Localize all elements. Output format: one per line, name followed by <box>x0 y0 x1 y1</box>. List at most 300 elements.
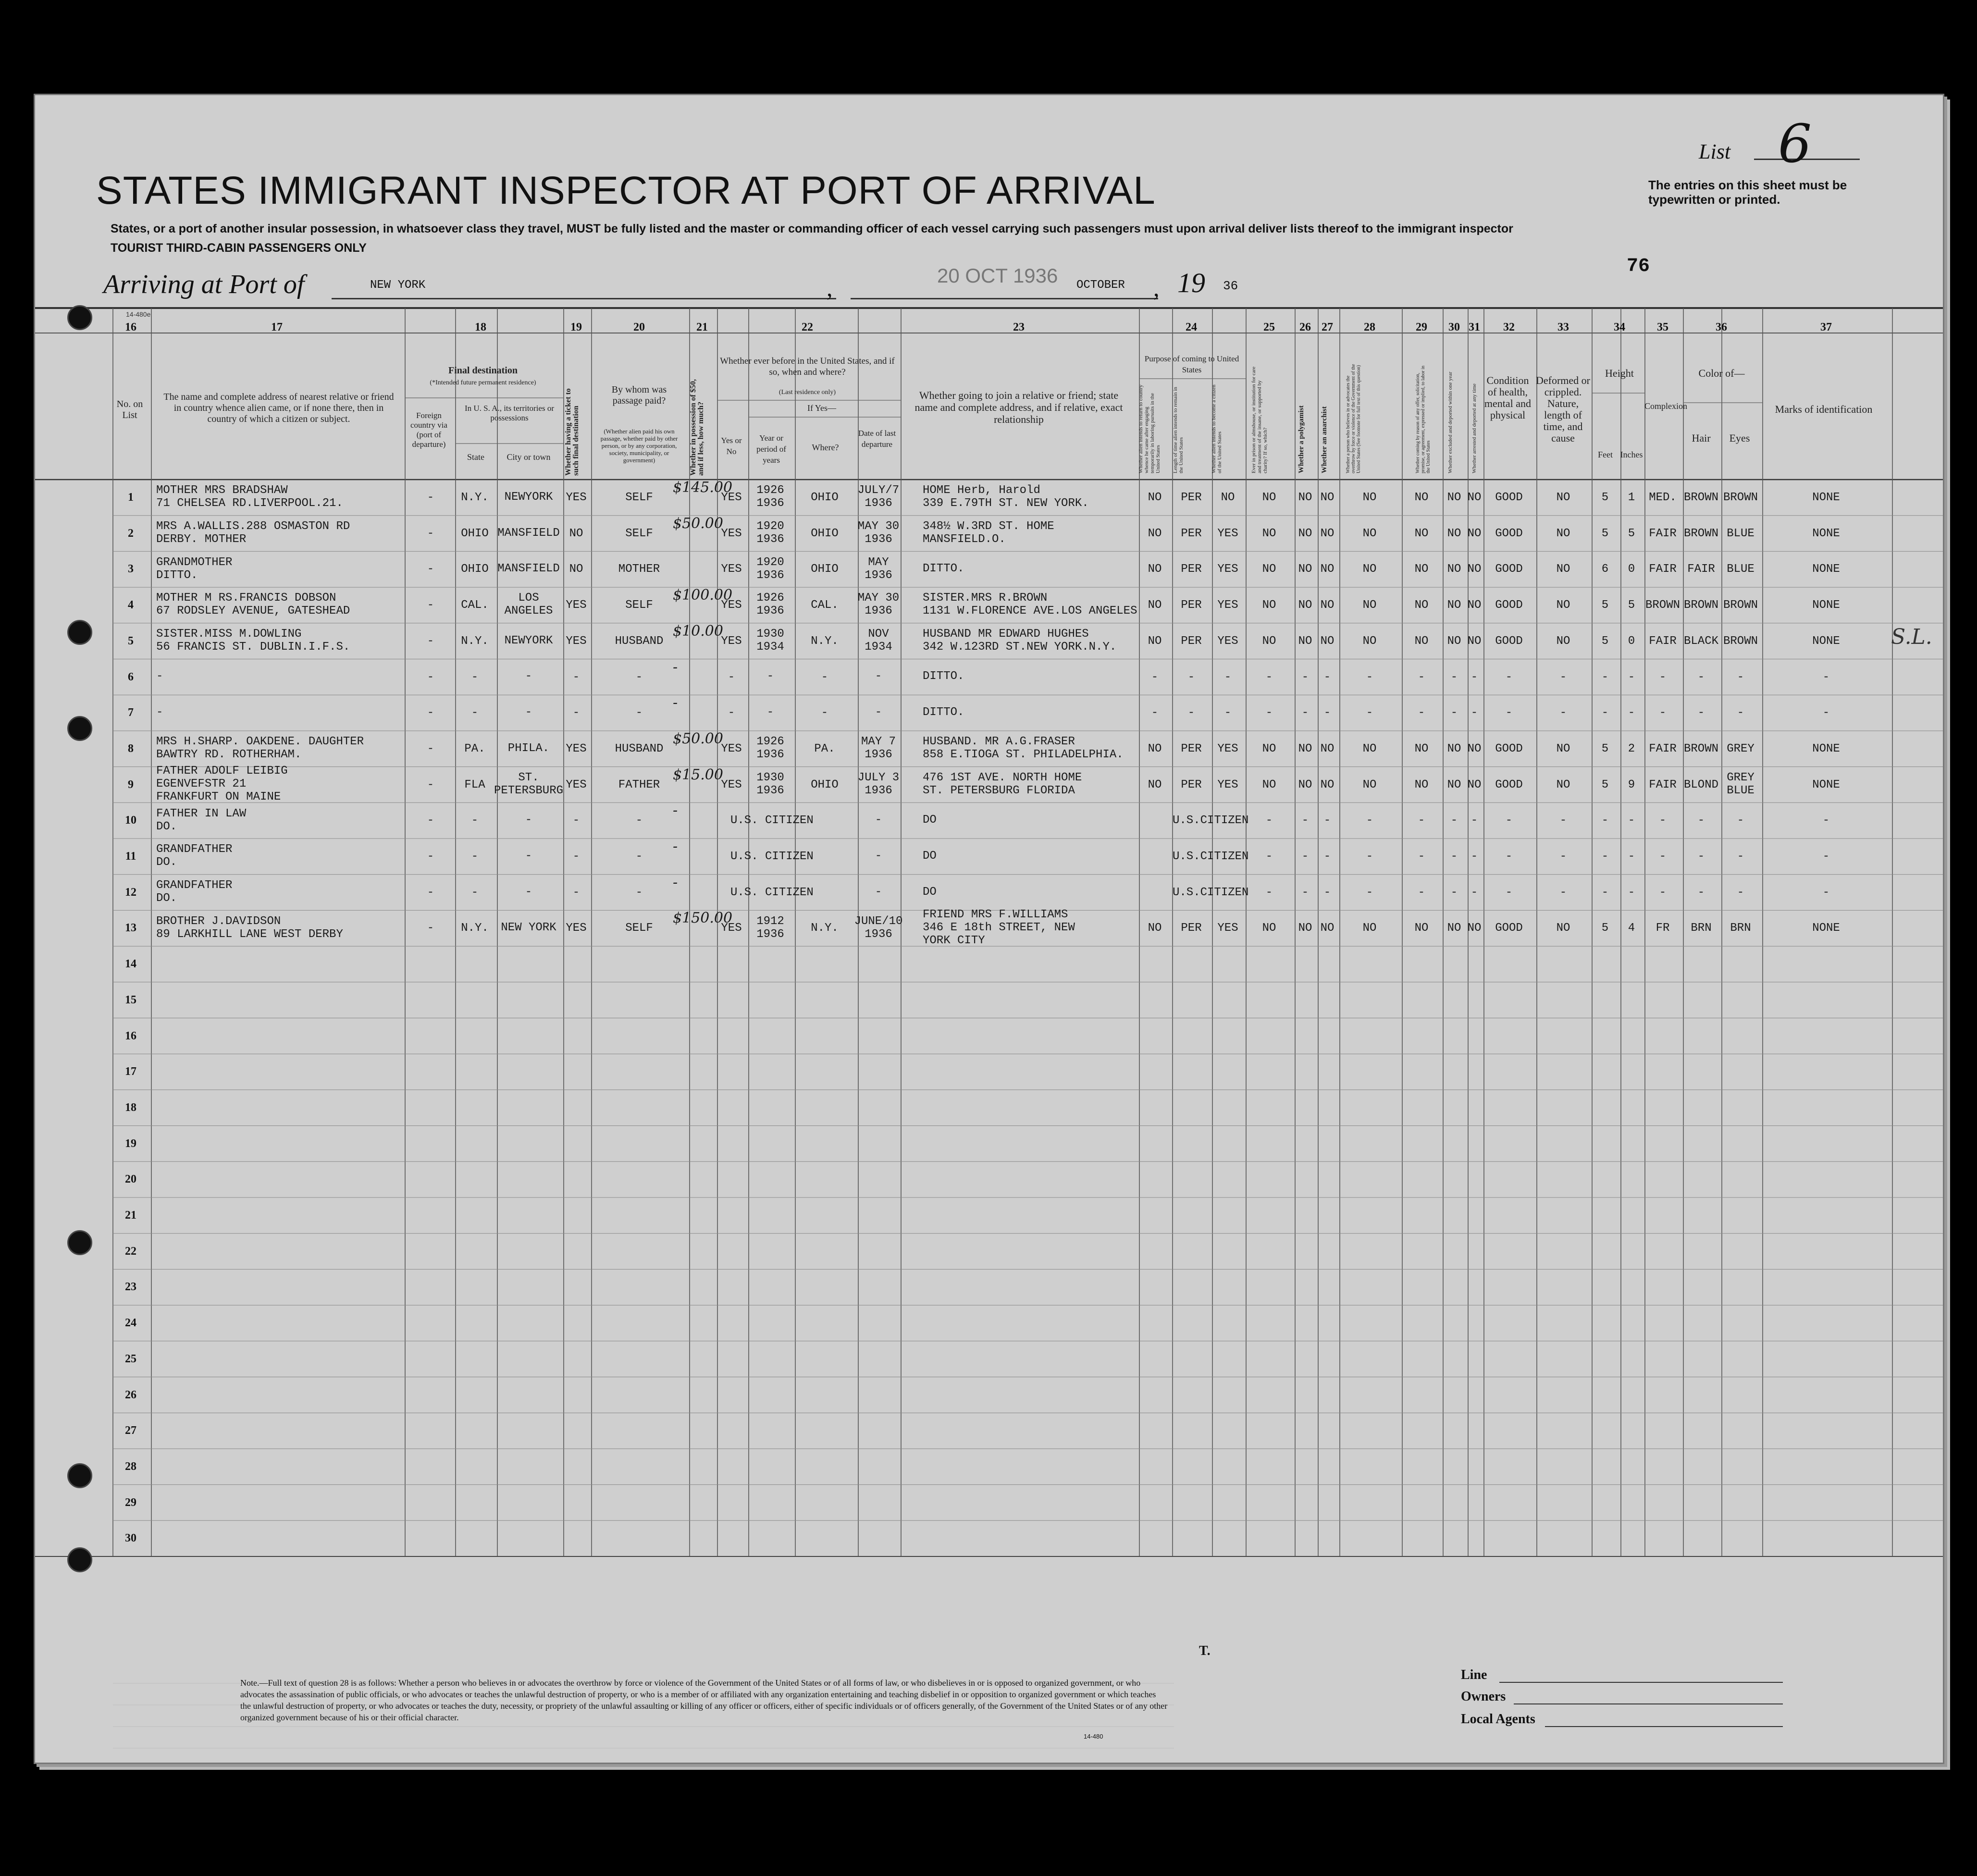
last-departure: - <box>875 706 882 719</box>
joining-relative: 342 W.123RD ST.NEW YORK.N.Y. <box>923 641 1117 654</box>
year-suffix: 36 <box>1223 279 1238 293</box>
margin-note: S.L. <box>1891 625 1932 649</box>
row-number: 17 <box>125 1065 136 1078</box>
row-number: 2 <box>128 527 134 540</box>
identification-marks: NONE <box>1812 778 1840 791</box>
joining-relative: 346 E 18th STREET, NEW <box>923 921 1075 935</box>
header-anarchist: Whether an anarchist <box>1321 406 1328 473</box>
destination-state: - <box>471 706 479 720</box>
last-departure: JULY 3 <box>857 771 900 784</box>
last-departure: JUNE/10 <box>854 914 903 928</box>
deformed: - <box>1559 850 1567 864</box>
destination-state: N.Y. <box>461 491 489 505</box>
header-color-of: Color of— <box>1698 367 1745 379</box>
destination-state: - <box>471 670 479 684</box>
health: - <box>1505 706 1513 720</box>
money-amount: $145.00 <box>673 479 733 496</box>
destination-state: OHIO <box>461 563 489 576</box>
port-value: NEW YORK <box>370 279 426 292</box>
return-intent: - <box>1151 670 1159 684</box>
row-number: 23 <box>125 1281 136 1294</box>
destination-city: - <box>525 706 532 719</box>
return-intent: - <box>1151 706 1159 720</box>
column-number: 27 <box>1322 321 1333 333</box>
foreign-country: - <box>427 599 434 612</box>
header-deported: Whether arrested and deported at any time <box>1471 383 1477 473</box>
deported: NO <box>1467 742 1482 755</box>
joining-relative: 858 E.TIOGA ST. PHILADELPHIA. <box>923 748 1124 762</box>
height-feet: 5 <box>1601 634 1609 648</box>
destination-city: LOS <box>518 592 539 605</box>
return-intent: NO <box>1148 563 1162 576</box>
header-overthrow: Whether a person who believes in or advocates the overthrow by force or violence of the Government of the United States (See footnote for full text of this question) <box>1346 364 1361 473</box>
row-number: 14 <box>125 958 136 971</box>
relative-address: FATHER ADOLF LEIBIG <box>156 765 288 778</box>
header-health: Condition of health, mental and physical <box>1484 374 1532 421</box>
column-number: 23 <box>1013 321 1025 333</box>
relative-address: EGENVEFSTR 21 <box>156 778 247 791</box>
eye-color: BLUE <box>1727 527 1755 540</box>
relative-address: - <box>156 670 163 683</box>
relative-address: GRANDMOTHER <box>156 555 233 569</box>
destination-city: NEWYORK <box>504 634 553 647</box>
money-amount: $150.00 <box>673 910 733 927</box>
list-number: 6 <box>1778 113 1812 174</box>
row-number: 24 <box>125 1317 136 1330</box>
eye-color: BROWN <box>1723 599 1758 612</box>
passage-paid-by: - <box>635 814 643 827</box>
relative-address: SISTER.MISS M.DOWLING <box>156 628 302 641</box>
polygamist: NO <box>1298 634 1312 648</box>
identification-marks: NONE <box>1812 922 1840 935</box>
citizen-status: U.S. CITIZEN <box>730 886 814 899</box>
labor-offer: NO <box>1414 527 1429 540</box>
relative-address: 89 LARKHILL LANE WEST DERBY <box>156 927 343 941</box>
eye-color: - <box>1737 850 1744 864</box>
last-departure: NOV <box>868 628 889 641</box>
row-number: 9 <box>128 778 134 791</box>
header-feet: Feet <box>1598 450 1613 459</box>
row-number: 1 <box>128 491 134 504</box>
column-number: 29 <box>1416 321 1427 333</box>
health: GOOD <box>1495 563 1523 576</box>
relative-address: DO. <box>156 856 177 869</box>
overthrow: NO <box>1362 778 1377 791</box>
column-number: 22 <box>802 321 813 333</box>
polygamist: - <box>1301 850 1309 864</box>
money-amount: $15.00 <box>673 766 723 783</box>
deported: - <box>1470 886 1478 899</box>
excluded: NO <box>1447 527 1461 540</box>
header-join-relative: Whether going to join a relative or friend; state name and complete address, and if relative, exact relationship <box>914 389 1123 425</box>
height-inches: - <box>1628 706 1635 720</box>
years-in-us: 1912 <box>756 914 784 928</box>
return-intent: NO <box>1148 599 1162 612</box>
row-number: 4 <box>128 599 134 612</box>
height-inches: - <box>1628 814 1635 827</box>
height-feet: 5 <box>1601 922 1609 935</box>
complexion: FAIR <box>1649 742 1677 755</box>
years-in-us: 1934 <box>756 641 784 654</box>
header-purpose: Purpose of coming to United States <box>1144 354 1239 374</box>
anarchist: - <box>1323 850 1331 864</box>
eye-color: GREY <box>1727 742 1755 755</box>
header-inches: Inches <box>1620 450 1643 459</box>
column-number: 35 <box>1657 321 1668 333</box>
previous-residence: N.Y. <box>811 922 839 935</box>
eye-color: BRN <box>1730 922 1751 935</box>
row-number: 16 <box>125 1029 136 1042</box>
last-departure: 1936 <box>865 748 892 762</box>
row-number: 30 <box>125 1532 136 1545</box>
header-last-departure: Date of last departure <box>858 429 896 449</box>
polygamist: NO <box>1298 491 1312 505</box>
t-mark: T. <box>1199 1643 1211 1658</box>
complexion: FAIR <box>1649 563 1677 576</box>
been-before: YES <box>721 634 742 648</box>
overthrow: NO <box>1362 599 1377 612</box>
row-number: 20 <box>125 1173 136 1186</box>
complexion: FAIR <box>1649 778 1677 791</box>
eye-color: BLUE <box>1727 563 1755 576</box>
class-line: TOURIST THIRD-CABIN PASSENGERS ONLY <box>111 241 367 255</box>
years-in-us: 1920 <box>756 520 784 533</box>
citizen-status: U.S.CITIZEN <box>1173 886 1249 899</box>
health: GOOD <box>1495 634 1523 648</box>
column-number: 20 <box>633 321 645 333</box>
column-number: 28 <box>1364 321 1375 333</box>
last-departure: MAY 30 <box>857 520 900 533</box>
money-amount: $100.00 <box>673 587 733 604</box>
overthrow: - <box>1366 814 1373 827</box>
destination-city: NEWYORK <box>504 490 553 504</box>
deported: NO <box>1467 491 1482 505</box>
money-amount: - <box>673 874 678 891</box>
deported: - <box>1470 670 1478 684</box>
hair-color: BROWN <box>1683 527 1719 540</box>
arriving-label: Arriving at Port of <box>103 270 305 299</box>
health: - <box>1505 814 1513 827</box>
joining-relative: MANSFIELD.O. <box>923 533 1006 546</box>
citizen-intent: YES <box>1217 634 1238 648</box>
header-eyes: Eyes <box>1729 432 1750 444</box>
hair-color: BRN <box>1691 922 1712 935</box>
page-subtitle: States, or a port of another insular possession, in whatsoever class they travel, MUST be fully listed and the master or commanding officer of each vessel carrying such passengers must upon arrival deliver lists thereof to the immigrant inspector <box>111 222 1513 235</box>
hair-color: - <box>1697 814 1705 827</box>
excluded: NO <box>1447 778 1461 791</box>
previous-residence: N.Y. <box>811 634 839 648</box>
column-number: 31 <box>1469 321 1480 333</box>
joining-relative: DO <box>923 849 937 863</box>
owners-rule <box>1514 1703 1783 1704</box>
height-inches: 9 <box>1628 778 1635 791</box>
identification-marks: - <box>1822 886 1830 899</box>
labor-offer: - <box>1418 706 1425 720</box>
been-before: YES <box>721 922 742 935</box>
relative-address: 56 FRANCIS ST. DUBLIN.I.F.S. <box>156 641 350 654</box>
owners-label: Owners <box>1461 1689 1506 1704</box>
relative-address: DITTO. <box>156 568 198 582</box>
deformed: NO <box>1556 922 1570 935</box>
years-in-us: - <box>766 670 774 683</box>
deported: - <box>1470 706 1478 720</box>
column-number: 17 <box>271 321 283 333</box>
last-departure: MAY 30 <box>857 592 900 605</box>
polygamist: - <box>1301 706 1309 720</box>
height-inches: 1 <box>1628 491 1635 505</box>
punch-hole <box>67 1547 92 1572</box>
destination-city: NEW YORK <box>501 921 556 935</box>
column-number: 19 <box>570 321 582 333</box>
labor-offer: NO <box>1414 778 1429 791</box>
identification-marks: - <box>1822 706 1830 720</box>
relative-address: GRANDFATHER <box>156 879 233 892</box>
last-departure: 1936 <box>865 927 892 941</box>
been-before: YES <box>721 527 742 540</box>
excluded: NO <box>1447 599 1461 612</box>
destination-state: N.Y. <box>461 634 489 648</box>
row-number: 7 <box>128 706 134 719</box>
citizen-intent: NO <box>1221 491 1235 505</box>
years-in-us: 1920 <box>756 555 784 569</box>
years-in-us: 1926 <box>756 735 784 749</box>
prison-status: - <box>1265 814 1273 827</box>
passage-paid-by: SELF <box>625 491 653 505</box>
prison-status: NO <box>1262 634 1276 648</box>
relative-address: MRS H.SHARP. OAKDENE. DAUGHTER <box>156 735 364 749</box>
ticket-status: YES <box>566 634 587 648</box>
last-departure: MAY <box>868 555 889 569</box>
row-number: 26 <box>125 1388 136 1401</box>
previous-residence: CAL. <box>811 599 839 612</box>
excluded: NO <box>1447 634 1461 648</box>
last-departure: - <box>875 849 882 863</box>
header-no-on-list: No. on List <box>116 399 143 420</box>
anarchist: - <box>1323 886 1331 899</box>
citizen-status: U.S. CITIZEN <box>730 814 814 827</box>
joining-relative: DO <box>923 814 937 827</box>
row-number: 10 <box>125 814 136 827</box>
anarchist: NO <box>1320 922 1334 935</box>
relative-address: DERBY. MOTHER <box>156 533 247 546</box>
row-number: 8 <box>128 742 134 755</box>
last-departure: 1936 <box>865 784 892 797</box>
complexion: - <box>1659 850 1667 864</box>
relative-address: MOTHER MRS BRADSHAW <box>156 484 288 497</box>
previous-residence: OHIO <box>811 563 839 576</box>
last-departure: - <box>875 885 882 899</box>
polygamist: NO <box>1298 527 1312 540</box>
been-before: - <box>728 670 735 684</box>
deported: NO <box>1467 922 1482 935</box>
joining-relative: HOME Herb, Harold <box>923 484 1040 497</box>
last-departure: 1936 <box>865 497 892 510</box>
height-inches: 5 <box>1628 599 1635 612</box>
joining-relative: ST. PETERSBURG FLORIDA <box>923 784 1075 797</box>
foreign-country: - <box>427 634 434 648</box>
been-before: YES <box>721 563 742 576</box>
joining-relative: DO <box>923 885 937 899</box>
health: GOOD <box>1495 527 1523 540</box>
destination-city: - <box>525 849 532 863</box>
polygamist: NO <box>1298 742 1312 755</box>
column-number: 26 <box>1299 321 1311 333</box>
prison-status: - <box>1265 706 1273 720</box>
punch-hole <box>67 620 92 645</box>
foreign-country: - <box>427 706 434 720</box>
labor-offer: NO <box>1414 491 1429 505</box>
column-number: 25 <box>1263 321 1275 333</box>
destination-state: - <box>471 850 479 864</box>
complexion: - <box>1659 706 1667 720</box>
return-intent: NO <box>1148 778 1162 791</box>
overthrow: NO <box>1362 527 1377 540</box>
overthrow: NO <box>1362 922 1377 935</box>
header-final-destination-note: (*Intended future permanent residence) <box>430 379 536 386</box>
polygamist: NO <box>1298 599 1312 612</box>
joining-relative: HUSBAND MR EDWARD HUGHES <box>923 628 1089 641</box>
height-feet: - <box>1601 706 1609 720</box>
citizen-intent: - <box>1224 706 1232 720</box>
last-departure: - <box>875 670 882 683</box>
polygamist: NO <box>1298 778 1312 791</box>
years-in-us: 1936 <box>756 497 784 510</box>
height-feet: 5 <box>1601 778 1609 791</box>
overthrow: NO <box>1362 491 1377 505</box>
header-passage-note: (Whether alien paid his own passage, whether paid by other person, or by any corporation, society, municipality, or government) <box>600 428 678 464</box>
comma-2: , <box>1153 274 1160 301</box>
length-of-stay: PER <box>1181 922 1202 935</box>
complexion: FAIR <box>1649 634 1677 648</box>
passage-paid-by: SELF <box>625 599 653 612</box>
joining-relative: DITTO. <box>923 670 964 683</box>
form-number: 14-480e <box>126 310 151 318</box>
eye-color: - <box>1737 706 1744 720</box>
passage-paid-by: - <box>635 886 643 899</box>
relative-address: 67 RODSLEY AVENUE, GATESHEAD <box>156 605 350 618</box>
row-number: 27 <box>125 1424 136 1437</box>
identification-marks: NONE <box>1812 491 1840 505</box>
header-last-residence: (Last residence only) <box>778 389 836 396</box>
last-departure: MAY 7 <box>861 735 896 749</box>
destination-state: FLA <box>464 778 485 791</box>
comma-1: , <box>827 274 833 301</box>
header-city: City or town <box>507 452 551 462</box>
prison-status: NO <box>1262 922 1276 935</box>
relative-address: FATHER IN LAW <box>156 807 247 820</box>
overthrow: NO <box>1362 742 1377 755</box>
height-feet: - <box>1601 814 1609 827</box>
prison-status: NO <box>1262 778 1276 791</box>
hair-color: BLACK <box>1683 634 1719 648</box>
footer-note: Note.—Full text of question 28 is as follows: Whether a person who believes in or advocates the overthrow by force or violence of the Government of the United States or of all forms of law, or who disbelieves in or is opposed to organized government, or who advocates the assassination of public officials, or who advocates or teaches the unlawful destruction of property, or who is a member of or affiliated with any organization entertaining and teaching disbelief in or opposition to organized government or which teaches the unlawful destruction of property, or who advocates or teaches the duty, necessity, or propriety of the unlawful assaulting or killing of any officer or officers, either of specific individuals or of officers generally, of the Government of the United States or of any other organized government because of his or their official character. <box>240 1678 1168 1722</box>
foreign-country: - <box>427 778 434 791</box>
return-intent: NO <box>1148 491 1162 505</box>
last-departure: - <box>875 814 882 827</box>
money-amount: - <box>673 802 678 819</box>
punch-hole <box>67 305 92 330</box>
joining-relative: DITTO. <box>923 706 964 719</box>
relative-address: 71 CHELSEA RD.LIVERPOOL.21. <box>156 497 343 510</box>
header-marks: Marks of identification <box>1775 403 1873 415</box>
polygamist: NO <box>1298 922 1312 935</box>
hair-color: - <box>1697 886 1705 899</box>
return-intent: NO <box>1148 742 1162 755</box>
deformed: - <box>1559 886 1567 899</box>
passage-paid-by: - <box>635 706 643 720</box>
row-number: 28 <box>125 1460 136 1473</box>
deported: - <box>1470 814 1478 827</box>
identification-marks: NONE <box>1812 634 1840 648</box>
citizen-status: U.S. CITIZEN <box>730 850 814 864</box>
citizen-intent: YES <box>1217 742 1238 755</box>
height-feet: - <box>1601 850 1609 864</box>
height-feet: 6 <box>1601 563 1609 576</box>
ticket-status: YES <box>566 491 587 505</box>
anarchist: NO <box>1320 491 1334 505</box>
excluded: - <box>1450 670 1458 684</box>
row-number: 3 <box>128 563 134 576</box>
last-departure: 1934 <box>865 641 892 654</box>
years-in-us: 1936 <box>756 568 784 582</box>
row-number: 29 <box>125 1496 136 1509</box>
anarchist: NO <box>1320 742 1334 755</box>
deported: NO <box>1467 527 1482 540</box>
last-departure: 1936 <box>865 533 892 546</box>
identification-marks: - <box>1822 670 1830 684</box>
column-number: 30 <box>1448 321 1460 333</box>
deformed: NO <box>1556 491 1570 505</box>
health: GOOD <box>1495 922 1523 935</box>
years-in-us: - <box>766 706 774 719</box>
destination-city: ST. <box>518 771 539 784</box>
deformed: NO <box>1556 599 1570 612</box>
foreign-country: - <box>427 527 434 540</box>
complexion: FAIR <box>1649 527 1677 540</box>
deported: NO <box>1467 778 1482 791</box>
excluded: NO <box>1447 491 1461 505</box>
foreign-country: - <box>427 742 434 755</box>
row-number: 5 <box>128 634 134 647</box>
years-in-us: 1930 <box>756 628 784 641</box>
overthrow: NO <box>1362 634 1377 648</box>
previous-residence: OHIO <box>811 778 839 791</box>
header-final-destination: Final destination <box>448 365 518 376</box>
anarchist: - <box>1323 670 1331 684</box>
identification-marks: NONE <box>1812 563 1840 576</box>
previous-residence: - <box>821 670 828 684</box>
money-amount: - <box>673 694 678 712</box>
deformed: NO <box>1556 778 1570 791</box>
hair-color: - <box>1697 850 1705 864</box>
header-height: Height <box>1605 367 1634 379</box>
passage-paid-by: HUSBAND <box>615 634 664 648</box>
height-inches: - <box>1628 886 1635 899</box>
row-number: 19 <box>125 1137 136 1150</box>
anarchist: - <box>1323 814 1331 827</box>
anarchist: NO <box>1320 778 1334 791</box>
row-number: 21 <box>125 1209 136 1222</box>
header-return-intent: Whether alien intends to return to country whence he came after engaging temporarily in laboring pursuits in the United States <box>1138 384 1161 473</box>
relative-address: BAWTRY RD. ROTHERHAM. <box>156 748 302 762</box>
footer-form-code: 14-480 <box>1084 1733 1103 1740</box>
agents-label: Local Agents <box>1461 1712 1535 1727</box>
labor-offer: NO <box>1414 634 1429 648</box>
destination-city: - <box>525 670 532 683</box>
height-inches: 5 <box>1628 527 1635 540</box>
years-in-us: 1926 <box>756 484 784 497</box>
page-title: STATES IMMIGRANT INSPECTOR AT PORT OF ARRIVAL <box>96 169 1156 212</box>
